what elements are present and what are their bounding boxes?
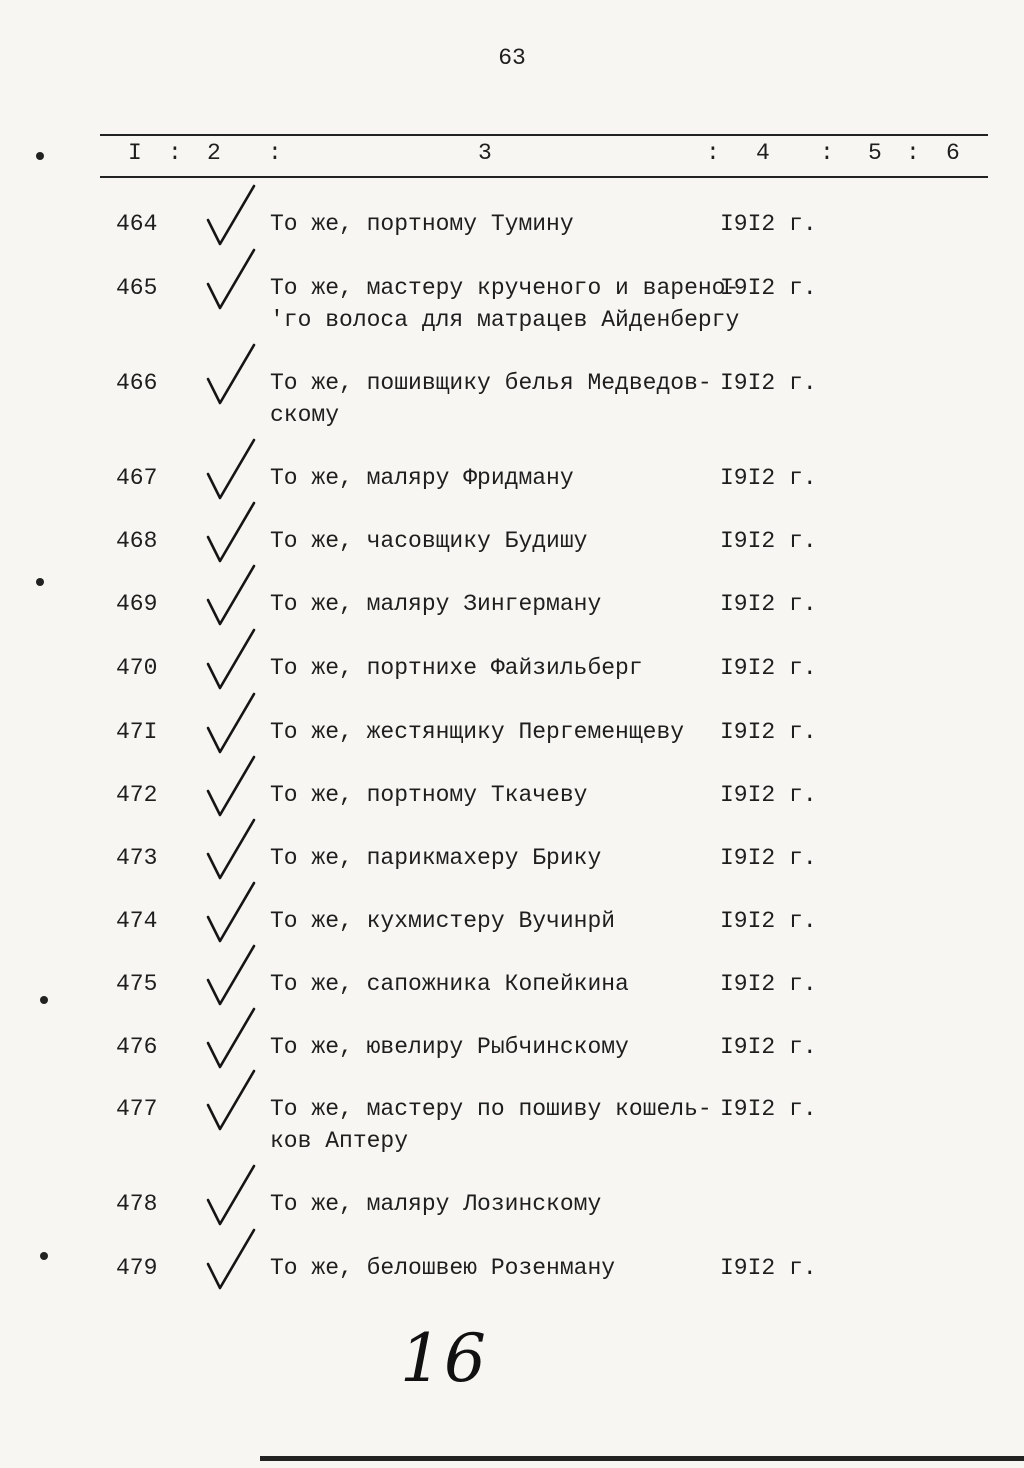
column-separator: :: [268, 140, 282, 166]
record-year: I9I2 г.: [720, 719, 817, 745]
record-year: I9I2 г.: [720, 1255, 817, 1281]
record-description: То же, портнихе Файзильберг: [270, 655, 643, 681]
checkmark-icon: [196, 501, 266, 571]
record-year: I9I2 г.: [720, 465, 817, 491]
bottom-edge-line: [260, 1456, 1024, 1461]
column-separator: :: [168, 140, 182, 166]
column-1-label: I: [128, 140, 142, 166]
record-description: То же, мастеру по пошиву кошель- ков Аптеру: [270, 1096, 712, 1154]
column-separator: :: [820, 140, 834, 166]
checkmark-icon: [196, 628, 266, 698]
record-number: 474: [116, 908, 158, 934]
column-4-label: 4: [756, 140, 770, 166]
record-year: I9I2 г.: [720, 1096, 817, 1122]
punch-hole-mark: [36, 152, 44, 160]
record-number: 466: [116, 370, 158, 396]
record-year: I9I2 г.: [720, 591, 817, 617]
record-number: 468: [116, 528, 158, 554]
record-year: I9I2 г.: [720, 528, 817, 554]
record-number: 464: [116, 211, 158, 237]
record-number: 469: [116, 591, 158, 617]
checkmark-icon: [196, 184, 266, 254]
record-description: То же, ювелиру Рыбчинскому: [270, 1034, 629, 1060]
column-6-label: 6: [946, 140, 960, 166]
column-5-label: 5: [868, 140, 882, 166]
record-year: I9I2 г.: [720, 275, 817, 301]
checkmark-icon: [196, 818, 266, 888]
punch-hole-mark: [40, 1252, 48, 1260]
record-year: I9I2 г.: [720, 211, 817, 237]
record-description: То же, парикмахеру Брику: [270, 845, 602, 871]
record-number: 470: [116, 655, 158, 681]
record-year: I9I2 г.: [720, 782, 817, 808]
column-3-label: 3: [478, 140, 492, 166]
record-number: 476: [116, 1034, 158, 1060]
record-year: I9I2 г.: [720, 971, 817, 997]
record-number: 473: [116, 845, 158, 871]
record-description: То же, жестянщику Пергеменщеву: [270, 719, 685, 745]
record-year: I9I2 г.: [720, 908, 817, 934]
record-description: То же, кухмистеру Вучинрй: [270, 908, 616, 934]
record-description: То же, маляру Фридману: [270, 465, 574, 491]
checkmark-icon: [196, 692, 266, 762]
punch-hole-mark: [40, 996, 48, 1004]
checkmark-icon: [196, 755, 266, 825]
record-number: 477: [116, 1096, 158, 1122]
record-description: То же, портному Ткачеву: [270, 782, 588, 808]
checkmark-icon: [196, 248, 266, 318]
checkmark-icon: [196, 438, 266, 508]
checkmark-icon: [196, 881, 266, 951]
record-number: 475: [116, 971, 158, 997]
record-description: То же, сапожника Копейкина: [270, 971, 629, 997]
record-number: 472: [116, 782, 158, 808]
page-number: 63: [498, 45, 526, 71]
record-year: I9I2 г.: [720, 655, 817, 681]
handwritten-total: 16: [400, 1320, 488, 1397]
record-year: I9I2 г.: [720, 1034, 817, 1060]
record-number: 47I: [116, 719, 158, 745]
column-2-label: 2: [207, 140, 221, 166]
checkmark-icon: [196, 343, 266, 413]
record-description: То же, часовщику Будишу: [270, 528, 588, 554]
record-number: 465: [116, 275, 158, 301]
record-description: То же, маляру Лозинскому: [270, 1191, 602, 1217]
checkmark-icon: [196, 564, 266, 634]
column-separator: :: [706, 140, 720, 166]
checkmark-icon: [196, 1069, 266, 1139]
column-separator: :: [906, 140, 920, 166]
checkmark-icon: [196, 1228, 266, 1298]
record-description: То же, белошвею Розенману: [270, 1255, 616, 1281]
record-description: То же, маляру Зингерману: [270, 591, 602, 617]
punch-hole-mark: [36, 578, 44, 586]
record-description: То же, портному Тумину: [270, 211, 574, 237]
record-number: 478: [116, 1191, 158, 1217]
record-year: I9I2 г.: [720, 370, 817, 396]
checkmark-icon: [196, 1007, 266, 1077]
record-year: I9I2 г.: [720, 845, 817, 871]
record-number: 479: [116, 1255, 158, 1281]
record-description: То же, мастеру крученого и варено- 'го волоса для матрацев Айденбергу: [270, 275, 740, 333]
checkmark-icon: [196, 1164, 266, 1234]
checkmark-icon: [196, 944, 266, 1014]
record-number: 467: [116, 465, 158, 491]
record-description: То же, пошивщику белья Медведов- скому: [270, 370, 712, 428]
